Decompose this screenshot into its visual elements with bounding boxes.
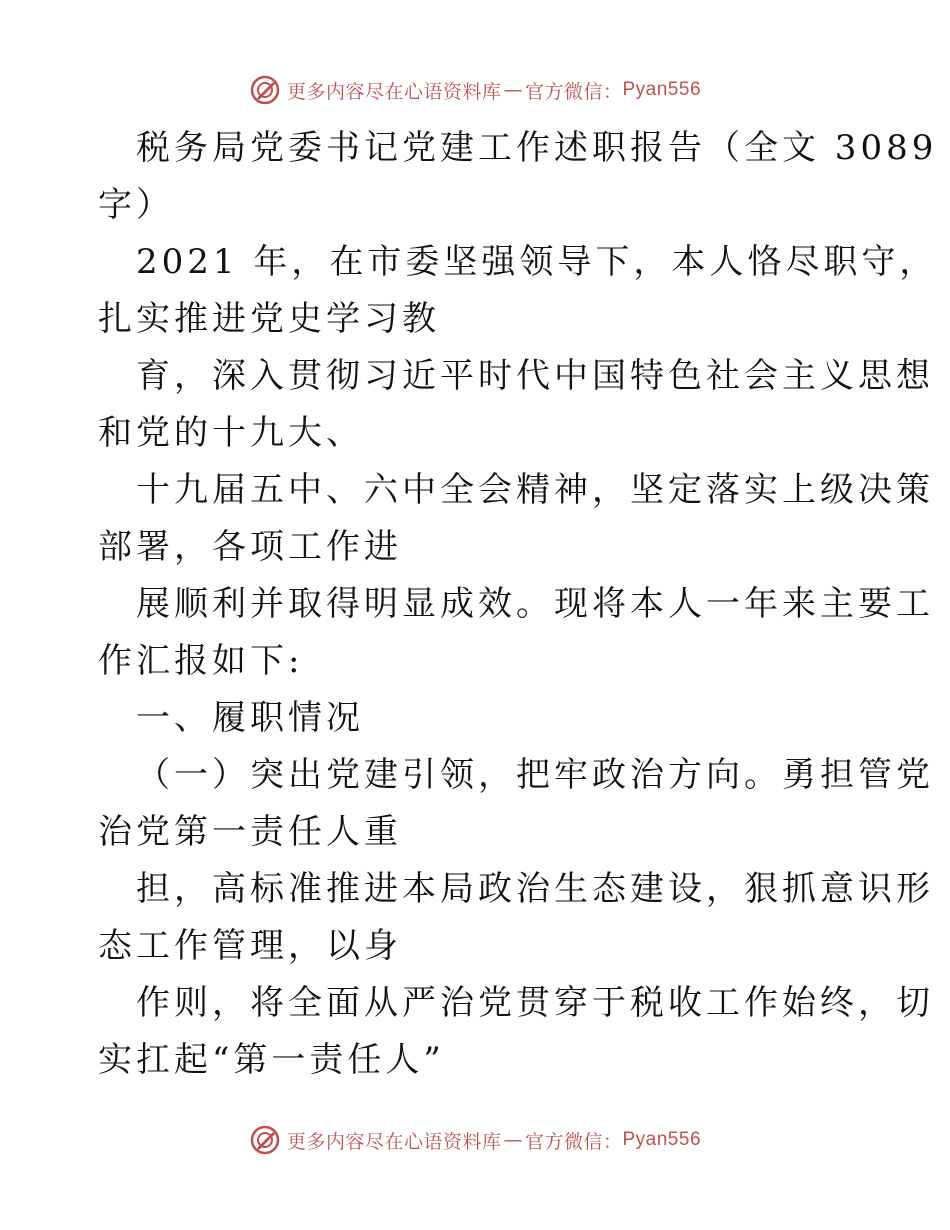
text-line: 作则，将全面从严治党贯穿于税收工作始终，切: [136, 983, 934, 1023]
text-line: 税务局党委书记党建工作述职报告（全文 3089: [136, 128, 938, 168]
text-line: 扎实推进党史学习教: [98, 299, 440, 339]
banner-separator: —: [503, 79, 523, 101]
text-line: 治党第一责任人重: [98, 812, 402, 852]
banner-wechat-id: Pyan556: [622, 1129, 702, 1150]
text-line: 态工作管理，以身: [98, 926, 402, 966]
text-line: 2021 年，在市委坚强领导下，本人恪尽职守，: [136, 242, 938, 282]
banner-text: 更多内容尽在心语资料库: [286, 80, 502, 103]
pen-logo-icon: [249, 1124, 281, 1156]
pen-logo-icon: [249, 74, 281, 106]
banner-wechat-label: 官方微信：: [524, 80, 623, 103]
banner-text: 更多内容尽在心语资料库: [286, 1130, 502, 1153]
banner-separator: —: [503, 1129, 523, 1151]
text-line: 展顺利并取得明显成效。现将本人一年来主要工: [136, 584, 934, 624]
text-line: 一、履职情况: [136, 698, 364, 738]
header-watermark-banner: [0, 70, 950, 110]
text-line: 十九届五中、六中全会精神，坚定落实上级决策: [136, 470, 934, 510]
text-line: 部署，各项工作进: [98, 527, 402, 567]
text-line: 担，高标准推进本局政治生态建设，狠抓意识形: [136, 869, 934, 909]
text-line: 育，深入贯彻习近平时代中国特色社会主义思想: [136, 356, 934, 396]
text-line: 作汇报如下:: [98, 641, 304, 681]
text-line: 实扛起“第一责任人”: [98, 1040, 445, 1080]
banner-wechat-label: 官方微信：: [524, 1130, 623, 1153]
document-body: [98, 120, 938, 1089]
footer-watermark-banner: [0, 1120, 950, 1160]
text-line: （一）突出党建引领，把牢政治方向。勇担管党: [136, 755, 934, 795]
text-line: 和党的十九大、: [98, 413, 364, 453]
banner-wechat-id: Pyan556: [622, 79, 702, 100]
text-line: 字）: [98, 185, 174, 225]
